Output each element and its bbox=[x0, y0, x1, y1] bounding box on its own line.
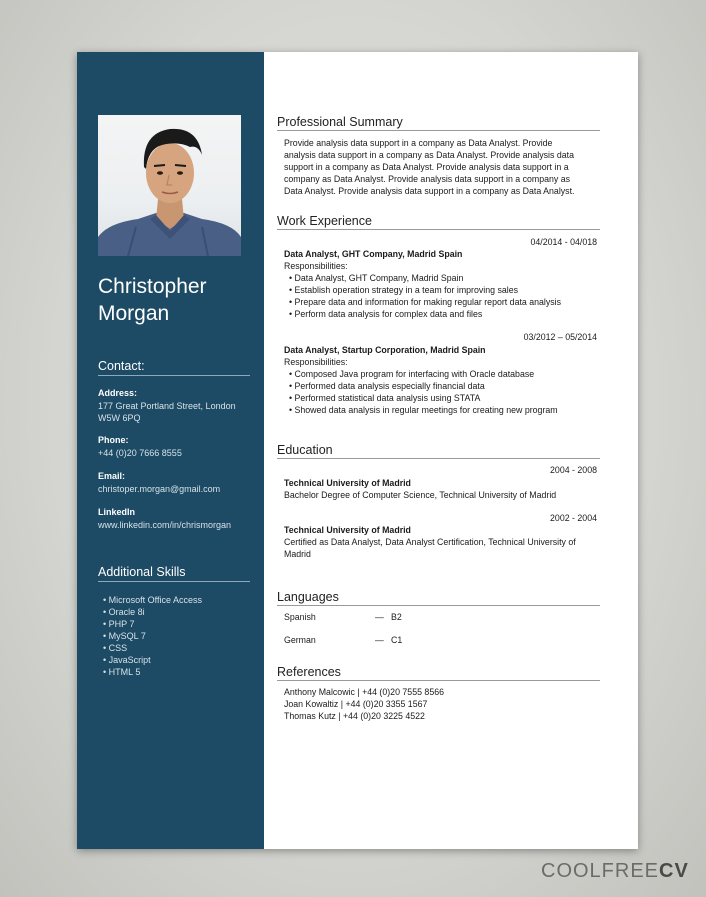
job-title: Data Analyst, GHT Company, Madrid Spain bbox=[284, 249, 463, 259]
last-name: Morgan bbox=[98, 302, 170, 325]
language-dash: — bbox=[375, 635, 384, 645]
reference-item: Thomas Kutz | +44 (0)20 3225 4522 bbox=[284, 711, 425, 721]
skill-item: • MySQL 7 bbox=[103, 630, 202, 642]
job-dates: 04/2014 - 04/018 bbox=[530, 237, 597, 247]
job-title: Data Analyst, Startup Corporation, Madrid Spain bbox=[284, 345, 486, 355]
linkedin-label: LinkedIn bbox=[98, 507, 136, 517]
person-name bbox=[98, 273, 207, 327]
responsibility-item: • Prepare data and information for making regular report data analysis bbox=[289, 296, 561, 308]
education-detail bbox=[284, 536, 576, 560]
summary-line: analysis data support in a company as Data Analyst. Provide analysis data bbox=[284, 150, 574, 160]
skill-item: • HTML 5 bbox=[103, 666, 202, 678]
person-portrait-icon bbox=[98, 115, 241, 256]
responsibility-item: • Establish operation strategy in a team for improving sales bbox=[289, 284, 561, 296]
responsibilities-list bbox=[289, 272, 561, 320]
address-line: W5W 6PQ bbox=[98, 413, 141, 423]
contact-heading: Contact: bbox=[98, 359, 250, 376]
school-name: Technical University of Madrid bbox=[284, 478, 411, 488]
language-dash: — bbox=[375, 612, 384, 622]
references-heading: References bbox=[277, 665, 600, 681]
sidebar bbox=[77, 52, 264, 849]
education-dates: 2004 - 2008 bbox=[550, 465, 597, 475]
languages-heading: Languages bbox=[277, 590, 600, 606]
education-heading: Education bbox=[277, 443, 600, 459]
brand-logo bbox=[541, 860, 689, 883]
education-detail-line: Madrid bbox=[284, 549, 311, 559]
summary-line: Data Analyst. Provide analysis data support in a company as Data Analyst. bbox=[284, 186, 575, 196]
summary-heading: Professional Summary bbox=[277, 115, 600, 131]
resume-page bbox=[77, 52, 638, 849]
education-dates: 2002 - 2004 bbox=[550, 513, 597, 523]
brand-logo-accent: CV bbox=[659, 860, 689, 882]
responsibility-item: • Composed Java program for interfacing with Oracle database bbox=[289, 368, 558, 380]
language-level: C1 bbox=[391, 635, 403, 645]
skills-list bbox=[103, 594, 202, 678]
responsibility-item: • Perform data analysis for complex data and files bbox=[289, 308, 561, 320]
responsibility-item: • Performed data analysis especially financial data bbox=[289, 380, 558, 392]
skill-item: • JavaScript bbox=[103, 654, 202, 666]
summary-line: company as Data Analyst. Provide analysis data support in a company as bbox=[284, 174, 571, 184]
language-name: German bbox=[284, 635, 316, 645]
skill-item: • Microsoft Office Access bbox=[103, 594, 202, 606]
first-name: Christopher bbox=[98, 275, 207, 298]
responsibilities-label: Responsibilities: bbox=[284, 357, 348, 367]
responsibility-item: • Showed data analysis in regular meetings for creating new program bbox=[289, 404, 558, 416]
skill-item: • CSS bbox=[103, 642, 202, 654]
phone-value: +44 (0)20 7666 8555 bbox=[98, 448, 182, 458]
responsibility-item: • Performed statistical data analysis using STATA bbox=[289, 392, 558, 404]
references-list bbox=[284, 686, 444, 722]
education-detail-line: Certified as Data Analyst, Data Analyst Certification, Technical University of bbox=[284, 537, 576, 547]
language-level: B2 bbox=[391, 612, 402, 622]
reference-item: Joan Kowaltiz | +44 (0)20 3355 1567 bbox=[284, 699, 428, 709]
email-value: christoper.morgan@gmail.com bbox=[98, 484, 221, 494]
summary-line: support in a company as Data Analyst. Provide analysis data support in a bbox=[284, 162, 569, 172]
experience-heading: Work Experience bbox=[277, 214, 600, 230]
summary-line: Provide analysis data support in a company as Data Analyst. Provide bbox=[284, 138, 553, 148]
job-dates: 03/2012 – 05/2014 bbox=[523, 332, 597, 342]
summary-text bbox=[284, 137, 574, 197]
profile-photo bbox=[98, 115, 241, 256]
skills-heading: Additional Skills bbox=[98, 565, 250, 582]
responsibilities-list bbox=[289, 368, 558, 416]
linkedin-value: www.linkedin.com/in/chrismorgan bbox=[98, 520, 232, 530]
address-line: 177 Great Portland Street, London bbox=[98, 401, 236, 411]
language-name: Spanish bbox=[284, 612, 316, 622]
reference-item: Anthony Malcowic | +44 (0)20 7555 8566 bbox=[284, 687, 444, 697]
responsibilities-label: Responsibilities: bbox=[284, 261, 348, 271]
brand-logo-text: COOLFREE bbox=[541, 860, 660, 882]
email-label: Email: bbox=[98, 471, 126, 481]
school-name: Technical University of Madrid bbox=[284, 525, 411, 535]
skill-item: • Oracle 8i bbox=[103, 606, 202, 618]
address-value bbox=[98, 400, 258, 424]
skill-item: • PHP 7 bbox=[103, 618, 202, 630]
education-detail: Bachelor Degree of Computer Science, Technical University of Madrid bbox=[284, 490, 557, 500]
phone-label: Phone: bbox=[98, 435, 129, 445]
address-label: Address: bbox=[98, 388, 138, 398]
responsibility-item: • Data Analyst, GHT Company, Madrid Spain bbox=[289, 272, 561, 284]
